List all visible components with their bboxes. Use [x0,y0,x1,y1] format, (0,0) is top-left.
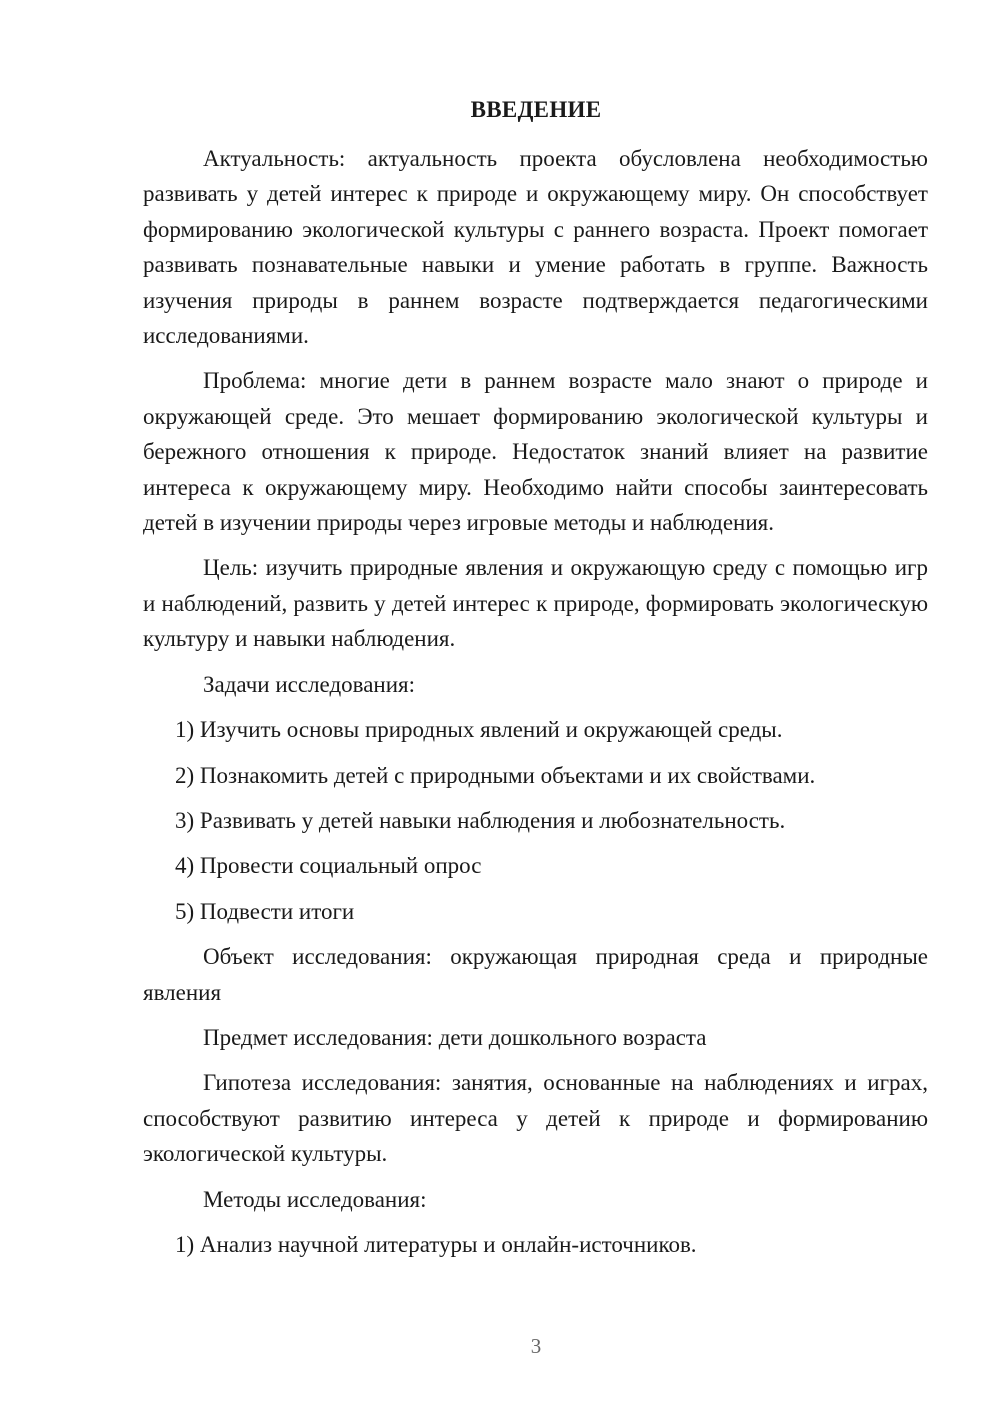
method-item-1: 1) Анализ научной литературы и онлайн-источников. [175,1231,697,1257]
subject-paragraph: Предмет исследования: дети дошкольного возраста [203,1024,707,1050]
hypothesis-paragraph: Гипотеза исследования: занятия, основанные на наблюдениях и играх, способствуют развитию интереса у детей к природе и формированию экологической культуры. [143,1070,928,1167]
page-number: 3 [530,1334,542,1358]
task-item-2: 2) Познакомить детей с природными объектами и их свойствами. [175,762,816,788]
methods-heading: Методы исследования: [203,1186,427,1212]
tasks-heading: Задачи исследования: [203,671,416,697]
task-item-1: 1) Изучить основы природных явлений и окружающей среды. [175,717,783,743]
object-paragraph: Объект исследования: окружающая природная среда и природные явления [143,944,928,1005]
section-title: ВВЕДЕНИЕ [470,97,602,122]
goal-paragraph: Цель: изучить природные явления и окружающую среду с помощью игр и наблюдений, развить у детей интерес к природе, формировать экологическую культуру и навыки наблюдения. [143,555,928,652]
document-body [143,141,928,1272]
problem-paragraph: Проблема: многие дети в раннем возрасте мало знают о природе и окружающей среде. Это мешает формированию экологической культуры и бережного отношения к природе. Недостаток знаний влияет на развитие интереса к окружающему миру. Необходимо найти способы заинтересовать детей в изучении природы через игровые методы и наблюдения. [143,368,928,536]
task-item-4: 4) Провести социальный опрос [175,853,482,879]
task-item-5: 5) Подвести итоги [175,898,355,924]
relevance-paragraph: Актуальность: актуальность проекта обусловлена необходимостью развивать у детей интерес к природе и окружающему миру. Он способствует формированию экологической культуры с раннего возраста. Проект помогает развивать познавательные навыки и умение работать в группе. Важность изучения природы в раннем возрасте подтверждается педагогическими исследованиями. [143,146,928,349]
task-item-3: 3) Развивать у детей навыки наблюдения и любознательность. [175,807,786,833]
